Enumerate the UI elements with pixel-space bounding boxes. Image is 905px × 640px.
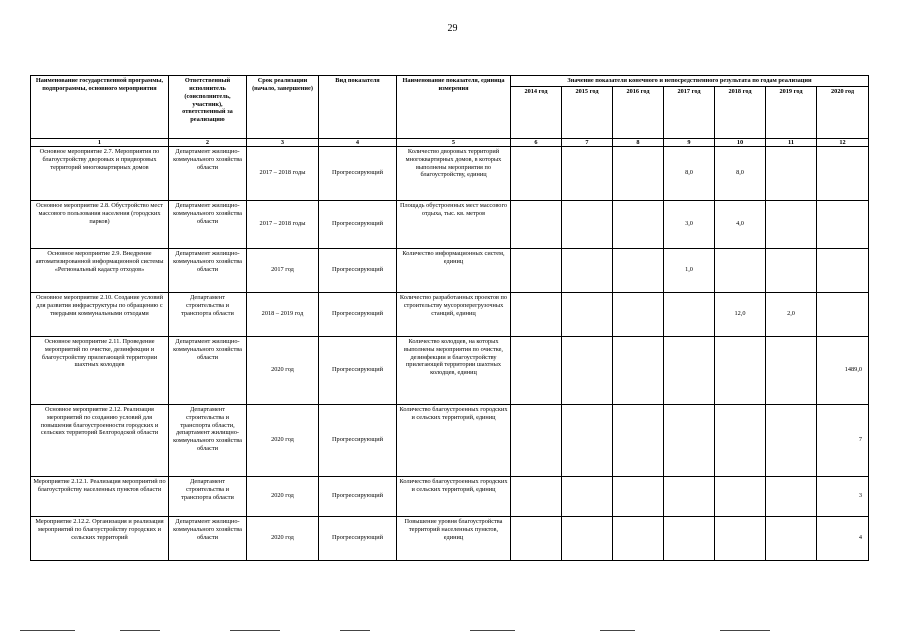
year-value-cell bbox=[715, 404, 766, 476]
header-values-group: Значение показателя конечного и непосредственного результата по годам реализации bbox=[511, 76, 869, 87]
indicator-type-cell: Прогрессирующий bbox=[319, 336, 397, 404]
year-value-cell: 7 bbox=[817, 404, 869, 476]
year-value-cell bbox=[715, 476, 766, 516]
header-year: 2017 год bbox=[664, 86, 715, 138]
activity-name-cell: Основное мероприятие 2.12. Реализация мероприятий по созданию условий для повышения благоустроенности городских и сельских территорий Белгородской области bbox=[31, 404, 169, 476]
year-value-cell bbox=[511, 200, 562, 248]
header-period: Срок реализации (начало, завершение) bbox=[247, 76, 319, 139]
header-year: 2014 год bbox=[511, 86, 562, 138]
year-value-cell bbox=[562, 516, 613, 560]
executor-cell: Департамент жилищно-коммунального хозяйства области bbox=[169, 200, 247, 248]
header-executor: Ответственный исполнитель (соисполнитель, участник), ответственный за реализацию bbox=[169, 76, 247, 139]
period-cell: 2018 – 2019 год bbox=[247, 292, 319, 336]
indicator-type-cell: Прогрессирующий bbox=[319, 200, 397, 248]
indicator-name-cell: Количество колодцев, на которых выполнены мероприятия по очистке, дезинфекции и благоустройству прилегающей территории шахтных колодцев, единиц bbox=[397, 336, 511, 404]
period-cell: 2017 – 2018 годы bbox=[247, 146, 319, 200]
year-value-cell bbox=[817, 248, 869, 292]
year-value-cell: 1489,0 bbox=[817, 336, 869, 404]
activity-name-cell: Основное мероприятие 2.10. Создание условий для развития инфраструктуры по обращению с твердыми коммунальными отходами bbox=[31, 292, 169, 336]
activity-name-cell: Мероприятие 2.12.1. Реализация мероприятий по благоустройству населенных пунктов области bbox=[31, 476, 169, 516]
column-number: 3 bbox=[247, 138, 319, 146]
year-value-cell bbox=[817, 200, 869, 248]
indicator-name-cell: Количество благоустроенных городских и сельских территорий, единиц bbox=[397, 404, 511, 476]
year-value-cell bbox=[766, 336, 817, 404]
indicator-name-cell: Количество разработанных проектов по строительству мусороперегрузочных станций, единиц bbox=[397, 292, 511, 336]
column-numbers-row bbox=[31, 138, 869, 146]
year-value-cell bbox=[562, 336, 613, 404]
indicator-type-cell: Прогрессирующий bbox=[319, 516, 397, 560]
year-value-cell bbox=[766, 516, 817, 560]
executor-cell: Департамент строительства и транспорта области, департамент жилищно-коммунального хозяйства области bbox=[169, 404, 247, 476]
header-year: 2019 год bbox=[766, 86, 817, 138]
year-value-cell bbox=[511, 516, 562, 560]
indicator-type-cell: Прогрессирующий bbox=[319, 476, 397, 516]
year-value-cell bbox=[766, 200, 817, 248]
period-cell: 2017 – 2018 годы bbox=[247, 200, 319, 248]
year-value-cell bbox=[562, 146, 613, 200]
indicator-name-cell: Повышение уровня благоустройства территорий населенных пунктов, единиц bbox=[397, 516, 511, 560]
indicator-name-cell: Количество дворовых территорий многоквартирных домов, в которых выполнены мероприятия по благоустройству, единиц bbox=[397, 146, 511, 200]
period-cell: 2020 год bbox=[247, 476, 319, 516]
year-value-cell bbox=[511, 404, 562, 476]
year-value-cell bbox=[766, 476, 817, 516]
year-value-cell bbox=[613, 200, 664, 248]
year-value-cell bbox=[562, 200, 613, 248]
year-value-cell bbox=[613, 516, 664, 560]
column-number: 6 bbox=[511, 138, 562, 146]
header-year: 2015 год bbox=[562, 86, 613, 138]
activity-name-cell: Основное мероприятие 2.11. Проведение мероприятий по очистке, дезинфекции и благоустройству прилегающей территории шахтных колодцев bbox=[31, 336, 169, 404]
year-value-cell bbox=[511, 292, 562, 336]
executor-cell: Департамент строительства и транспорта области bbox=[169, 476, 247, 516]
year-value-cell bbox=[613, 292, 664, 336]
year-value-cell bbox=[613, 146, 664, 200]
table-row bbox=[31, 146, 869, 200]
indicator-name-cell: Количество информационных систем, единиц bbox=[397, 248, 511, 292]
year-value-cell bbox=[562, 248, 613, 292]
executor-cell: Департамент жилищно-коммунального хозяйства области bbox=[169, 336, 247, 404]
column-number: 2 bbox=[169, 138, 247, 146]
year-value-cell: 3 bbox=[817, 476, 869, 516]
indicator-type-cell: Прогрессирующий bbox=[319, 292, 397, 336]
year-value-cell bbox=[766, 404, 817, 476]
year-value-cell bbox=[511, 146, 562, 200]
year-value-cell bbox=[562, 292, 613, 336]
period-cell: 2020 год bbox=[247, 516, 319, 560]
column-number: 8 bbox=[613, 138, 664, 146]
activity-name-cell: Мероприятие 2.12.2. Организация и реализация мероприятий по благоустройству городских и сельских территорий bbox=[31, 516, 169, 560]
column-number: 12 bbox=[817, 138, 869, 146]
year-value-cell bbox=[817, 292, 869, 336]
year-value-cell bbox=[562, 404, 613, 476]
activity-name-cell: Основное мероприятие 2.8. Обустройство мест массового пользования населения (городских парков) bbox=[31, 200, 169, 248]
year-value-cell bbox=[664, 516, 715, 560]
year-value-cell bbox=[664, 292, 715, 336]
year-value-cell bbox=[715, 248, 766, 292]
year-value-cell bbox=[664, 336, 715, 404]
year-value-cell bbox=[613, 404, 664, 476]
year-value-cell bbox=[664, 476, 715, 516]
column-number: 1 bbox=[31, 138, 169, 146]
period-cell: 2017 год bbox=[247, 248, 319, 292]
year-value-cell: 1,0 bbox=[664, 248, 715, 292]
year-value-cell bbox=[613, 336, 664, 404]
year-value-cell: 8,0 bbox=[715, 146, 766, 200]
year-value-cell bbox=[715, 516, 766, 560]
year-value-cell bbox=[511, 336, 562, 404]
year-value-cell: 4,0 bbox=[715, 200, 766, 248]
scan-edge-marks bbox=[0, 630, 905, 632]
year-value-cell bbox=[613, 248, 664, 292]
header-indicator-name: Наименование показателя, единица измерения bbox=[397, 76, 511, 139]
indicator-name-cell: Количество благоустроенных городских и сельских территорий, единиц bbox=[397, 476, 511, 516]
program-indicators-table bbox=[30, 75, 869, 561]
table-row bbox=[31, 476, 869, 516]
executor-cell: Департамент жилищно-коммунального хозяйства области bbox=[169, 516, 247, 560]
year-value-cell bbox=[766, 146, 817, 200]
year-value-cell: 3,0 bbox=[664, 200, 715, 248]
column-number: 7 bbox=[562, 138, 613, 146]
year-value-cell bbox=[511, 248, 562, 292]
year-value-cell bbox=[817, 146, 869, 200]
table-row bbox=[31, 336, 869, 404]
activity-name-cell: Основное мероприятие 2.9. Внедрение автоматизированной информационной системы «Региональный кадастр отходов» bbox=[31, 248, 169, 292]
indicator-name-cell: Площадь обустроенных мест массового отдыха, тыс. кв. метров bbox=[397, 200, 511, 248]
table-row bbox=[31, 248, 869, 292]
year-value-cell bbox=[664, 404, 715, 476]
header-name: Наименование государственной программы, подпрограммы, основного мероприятия bbox=[31, 76, 169, 139]
header-year: 2016 год bbox=[613, 86, 664, 138]
indicator-type-cell: Прогрессирующий bbox=[319, 146, 397, 200]
year-value-cell bbox=[562, 476, 613, 516]
year-value-cell bbox=[766, 248, 817, 292]
activity-name-cell: Основное мероприятие 2.7. Мероприятия по благоустройству дворовых и придворовых территорий многоквартирных домов bbox=[31, 146, 169, 200]
table-row bbox=[31, 516, 869, 560]
column-number: 10 bbox=[715, 138, 766, 146]
year-value-cell: 8,0 bbox=[664, 146, 715, 200]
header-year: 2020 год bbox=[817, 86, 869, 138]
column-number: 4 bbox=[319, 138, 397, 146]
column-number: 5 bbox=[397, 138, 511, 146]
executor-cell: Департамент жилищно-коммунального хозяйства области bbox=[169, 248, 247, 292]
column-number: 11 bbox=[766, 138, 817, 146]
year-value-cell bbox=[511, 476, 562, 516]
header-indicator-type: Вид показателя bbox=[319, 76, 397, 139]
header-year: 2018 год bbox=[715, 86, 766, 138]
table-row bbox=[31, 200, 869, 248]
table-row bbox=[31, 292, 869, 336]
indicator-type-cell: Прогрессирующий bbox=[319, 404, 397, 476]
year-value-cell: 12,0 bbox=[715, 292, 766, 336]
year-value-cell: 2,0 bbox=[766, 292, 817, 336]
period-cell: 2020 год bbox=[247, 336, 319, 404]
indicator-type-cell: Прогрессирующий bbox=[319, 248, 397, 292]
column-number: 9 bbox=[664, 138, 715, 146]
year-value-cell bbox=[613, 476, 664, 516]
executor-cell: Департамент строительства и транспорта области bbox=[169, 292, 247, 336]
year-value-cell: 4 bbox=[817, 516, 869, 560]
page-number: 29 bbox=[447, 23, 458, 34]
year-value-cell bbox=[715, 336, 766, 404]
table-row bbox=[31, 404, 869, 476]
period-cell: 2020 год bbox=[247, 404, 319, 476]
executor-cell: Департамент жилищно-коммунального хозяйства области bbox=[169, 146, 247, 200]
